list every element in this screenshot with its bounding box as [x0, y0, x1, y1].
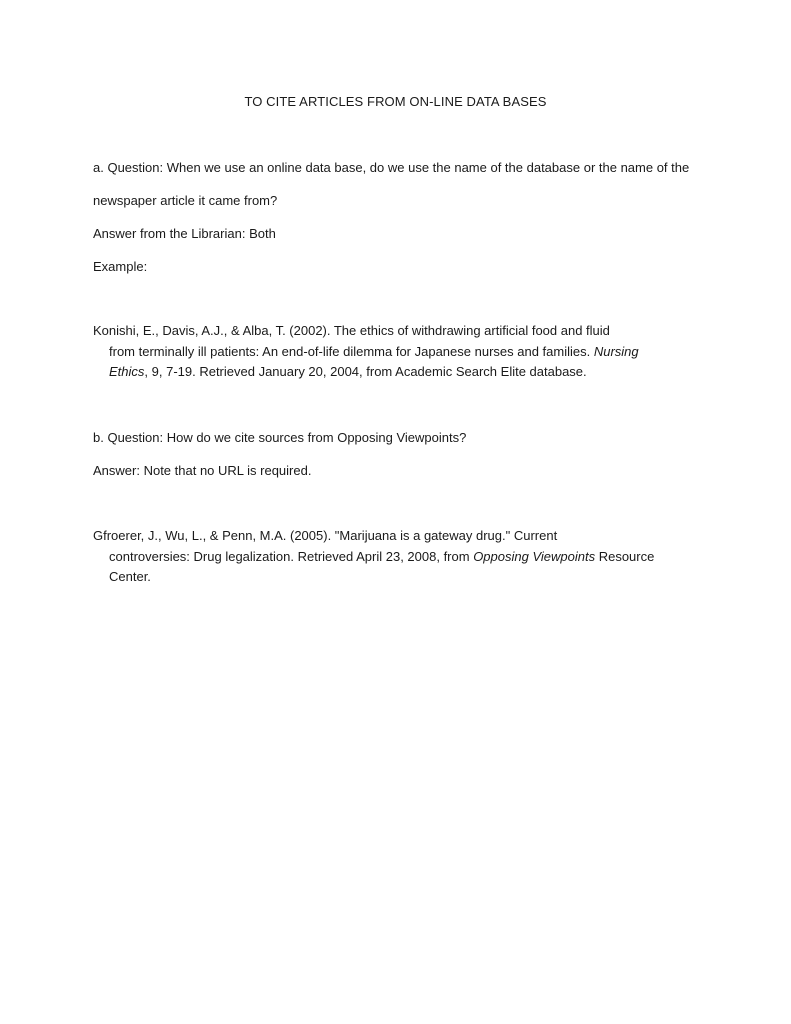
citation-konishi-line3-text: , 9, 7-19. Retrieved January 20, 2004, from Academic Search Elite database.	[144, 364, 587, 379]
answer-a: Answer from the Librarian: Both	[93, 226, 276, 241]
citation-gfroerer	[93, 526, 693, 588]
citation-konishi-journal-part1: Nursing	[593, 343, 639, 359]
question-a-line2: newspaper article it came from?	[93, 193, 278, 208]
example-label: Example:	[93, 259, 148, 274]
citation-konishi-journal-part2: Ethics	[109, 364, 145, 379]
answer-b: Answer: Note that no URL is required.	[93, 463, 312, 478]
citation-gfroerer-line1: Gfroerer, J., Wu, L., & Penn, M.A. (2005). "Marijuana is a gateway drug." Current	[93, 528, 558, 543]
citation-gfroerer-line2	[93, 547, 693, 568]
citation-konishi-line2-text: from terminally ill patients: An end-of-life dilemma for Japanese nurses and families.	[109, 343, 594, 359]
question-b: b. Question: How do we cite sources from Opposing Viewpoints?	[93, 430, 467, 445]
citation-konishi-line1: Konishi, E., Davis, A.J., & Alba, T. (2002). The ethics of withdrawing artificial food and fluid	[93, 323, 610, 338]
citation-konishi	[93, 321, 693, 383]
citation-konishi-line3	[93, 362, 693, 383]
citation-gfroerer-source: Opposing Viewpoints	[473, 548, 596, 564]
citation-gfroerer-line3: Center.	[109, 569, 151, 584]
citation-konishi-line2	[93, 342, 693, 363]
page-title: TO CITE ARTICLES FROM ON-LINE DATA BASES	[244, 94, 547, 109]
question-a-line1: a. Question: When we use an online data base, do we use the name of the database or the name of the	[93, 160, 690, 175]
citation-gfroerer-line2-text: controversies: Drug legalization. Retrieved April 23, 2008, from	[109, 548, 474, 564]
citation-gfroerer-line2-tail: Resource	[595, 548, 655, 564]
